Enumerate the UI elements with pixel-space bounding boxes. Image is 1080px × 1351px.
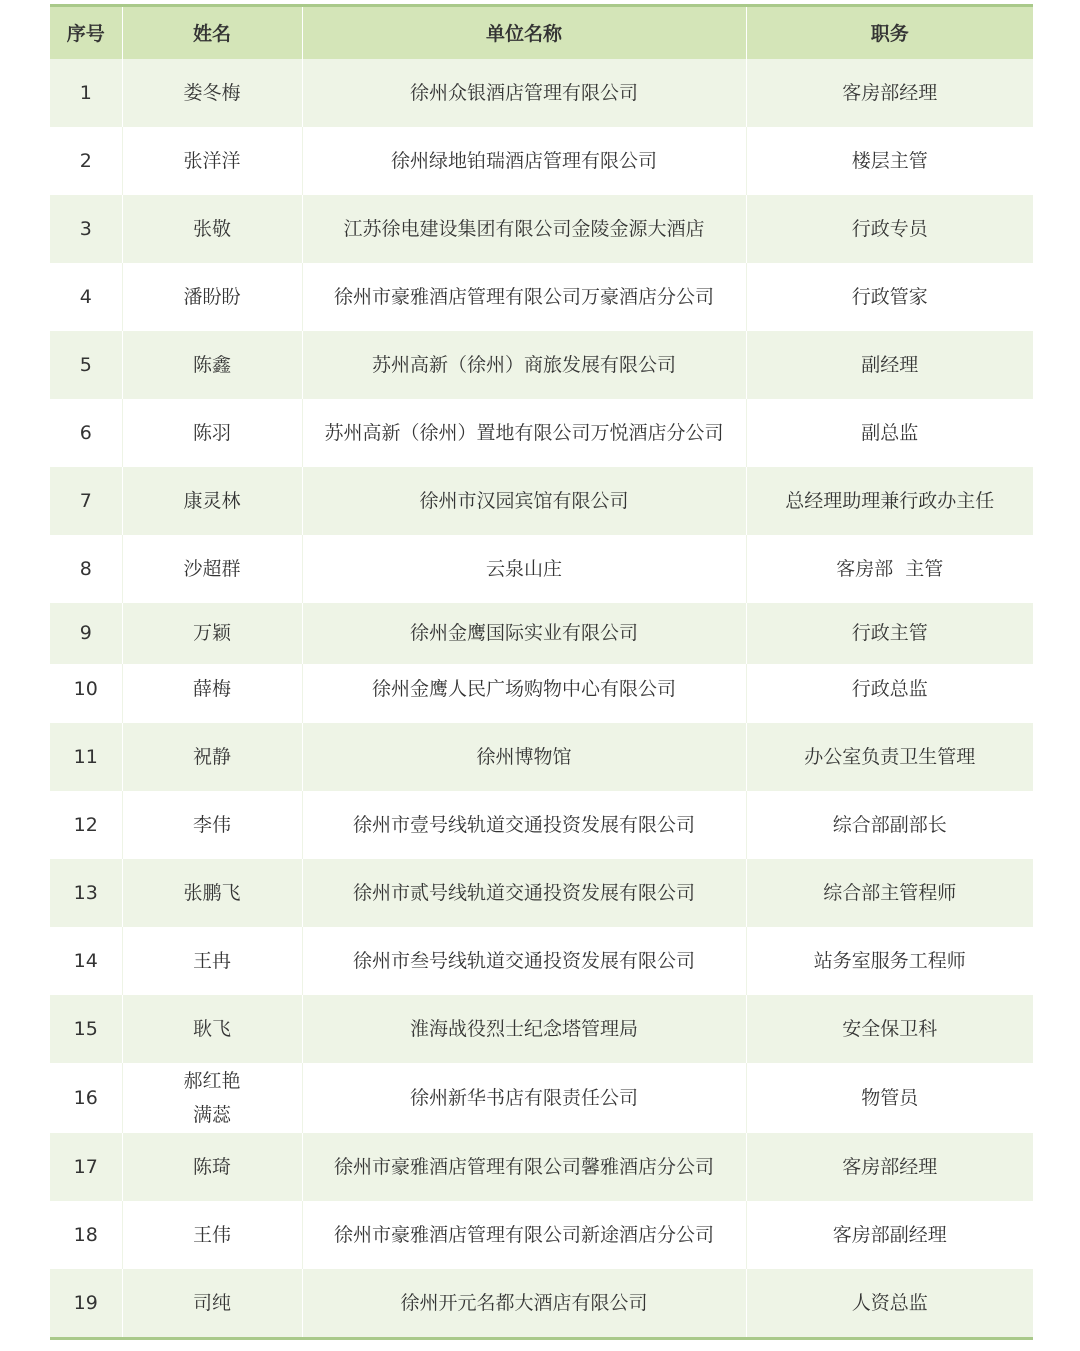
cell-organization: 苏州高新（徐州）商旅发展有限公司: [302, 331, 746, 399]
cell-name: 耿飞: [122, 995, 302, 1063]
cell-name: [122, 1063, 302, 1133]
cell-name: 康灵林: [122, 467, 302, 535]
cell-index: 5: [79, 353, 92, 376]
table-row: [50, 535, 1033, 603]
table-row: [50, 664, 1033, 723]
cell-index: 13: [73, 881, 98, 904]
cell-position: 综合部主管程师: [746, 859, 1033, 927]
cell-organization: 徐州众银酒店管理有限公司: [302, 59, 746, 127]
cell-name: 潘盼盼: [122, 263, 302, 331]
cell-index: 16: [73, 1086, 98, 1109]
cell-name: 张鹏飞: [122, 859, 302, 927]
header-index: 序号: [66, 23, 105, 46]
cell-position: 客房部 主管: [746, 535, 1033, 603]
cell-organization: 徐州市豪雅酒店管理有限公司馨雅酒店分公司: [302, 1133, 746, 1201]
cell-organization: 徐州开元名都大酒店有限公司: [302, 1269, 746, 1337]
table-row: [50, 1133, 1033, 1201]
cell-position: 总经理助理兼行政办主任: [746, 467, 1033, 535]
header-name: 姓名: [122, 6, 302, 59]
table-row: [50, 399, 1033, 467]
cell-index: 12: [73, 813, 98, 836]
cell-name: 张洋洋: [122, 127, 302, 195]
table-row: [50, 127, 1033, 195]
cell-organization: 淮海战役烈士纪念塔管理局: [302, 995, 746, 1063]
cell-organization: 徐州新华书店有限责任公司: [302, 1063, 746, 1133]
cell-position: 办公室负责卫生管理: [746, 723, 1033, 791]
cell-position: 行政专员: [746, 195, 1033, 263]
cell-index: 6: [79, 421, 92, 444]
table-row: [50, 859, 1033, 927]
cell-position: 行政总监: [746, 664, 1033, 723]
cell-name: 陈鑫: [122, 331, 302, 399]
cell-organization: 徐州金鹰国际实业有限公司: [302, 603, 746, 664]
cell-index: 7: [79, 489, 92, 512]
table-row: [50, 59, 1033, 127]
cell-index: 14: [73, 949, 98, 972]
cell-name-line-1: 郝红艳: [183, 1069, 241, 1092]
cell-name: 万颖: [122, 603, 302, 664]
cell-name: 娄冬梅: [122, 59, 302, 127]
table-row: [50, 927, 1033, 995]
cell-index: 3: [79, 217, 92, 240]
cell-organization: 徐州市豪雅酒店管理有限公司万豪酒店分公司: [302, 263, 746, 331]
header-position: 职务: [746, 6, 1033, 59]
cell-name: 薛梅: [122, 664, 302, 723]
cell-name: 陈羽: [122, 399, 302, 467]
cell-organization: 徐州市叁号线轨道交通投资发展有限公司: [302, 927, 746, 995]
cell-organization: 徐州金鹰人民广场购物中心有限公司: [302, 664, 746, 723]
table-row: [50, 467, 1033, 535]
cell-name: 沙超群: [122, 535, 302, 603]
cell-position: 副总监: [746, 399, 1033, 467]
cell-position: 物管员: [746, 1063, 1033, 1133]
cell-position: 客房部经理: [746, 59, 1033, 127]
table-row: [50, 1269, 1033, 1337]
cell-name-line-2: 满蕊: [192, 1103, 231, 1126]
cell-position: 行政主管: [746, 603, 1033, 664]
cell-position: 客房部副经理: [746, 1201, 1033, 1269]
cell-position: 人资总监: [746, 1269, 1033, 1337]
table-row: [50, 195, 1033, 263]
cell-name: 司纯: [122, 1269, 302, 1337]
table-row: [50, 331, 1033, 399]
cell-organization: 徐州博物馆: [302, 723, 746, 791]
cell-index: 18: [73, 1223, 98, 1246]
cell-organization: 徐州市豪雅酒店管理有限公司新途酒店分公司: [302, 1201, 746, 1269]
cell-index: 4: [79, 285, 92, 308]
table-row: [50, 791, 1033, 859]
cell-index: 11: [73, 745, 98, 768]
cell-position: 行政管家: [746, 263, 1033, 331]
cell-organization: 徐州市壹号线轨道交通投资发展有限公司: [302, 791, 746, 859]
table-row: [50, 603, 1033, 664]
cell-organization: 苏州高新（徐州）置地有限公司万悦酒店分公司: [302, 399, 746, 467]
cell-name: 陈琦: [122, 1133, 302, 1201]
table-row: [50, 1063, 1033, 1133]
cell-index: 8: [79, 557, 92, 580]
cell-organization: 徐州绿地铂瑞酒店管理有限公司: [302, 127, 746, 195]
cell-position: 安全保卫科: [746, 995, 1033, 1063]
cell-name: 祝静: [122, 723, 302, 791]
cell-position: 副经理: [746, 331, 1033, 399]
cell-index: 2: [79, 149, 92, 172]
cell-name: 王伟: [122, 1201, 302, 1269]
cell-name: 张敬: [122, 195, 302, 263]
cell-organization: 江苏徐电建设集团有限公司金陵金源大酒店: [302, 195, 746, 263]
table-row: [50, 995, 1033, 1063]
table-row: [50, 723, 1033, 791]
honor-list-table: [50, 4, 1033, 1340]
cell-index: 9: [79, 622, 92, 644]
table-header-row: [50, 6, 1033, 59]
cell-index: 19: [73, 1291, 98, 1314]
table-row: [50, 263, 1033, 331]
cell-position: 楼层主管: [746, 127, 1033, 195]
table-bottom-rule: [50, 1337, 1033, 1340]
cell-index: 1: [79, 81, 92, 104]
cell-index: 17: [73, 1155, 98, 1178]
header-organization: 单位名称: [302, 6, 746, 59]
cell-position: 综合部副部长: [746, 791, 1033, 859]
table-row: [50, 1201, 1033, 1269]
cell-position: 客房部经理: [746, 1133, 1033, 1201]
cell-index: 10: [73, 677, 98, 700]
cell-name: 李伟: [122, 791, 302, 859]
cell-organization: 徐州市汉园宾馆有限公司: [302, 467, 746, 535]
cell-organization: 云泉山庄: [302, 535, 746, 603]
cell-index: 15: [73, 1017, 98, 1040]
cell-name: 王冉: [122, 927, 302, 995]
cell-position: 站务室服务工程师: [746, 927, 1033, 995]
cell-organization: 徐州市贰号线轨道交通投资发展有限公司: [302, 859, 746, 927]
